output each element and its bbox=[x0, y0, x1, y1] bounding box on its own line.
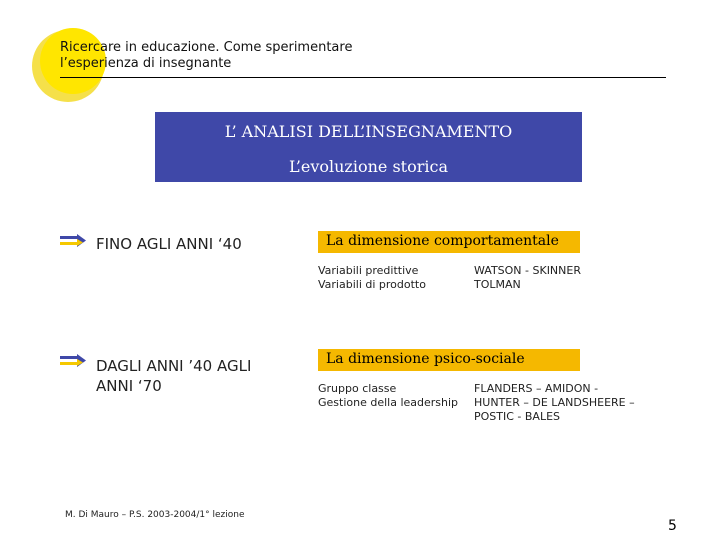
author-item: HUNTER – DE LANDSHEERE – bbox=[474, 396, 635, 409]
title-banner bbox=[155, 112, 582, 182]
banner-title: L’ ANALISI DELL’INSEGNAMENTO bbox=[224, 122, 513, 141]
header-title-line1: Ricercare in educazione. Come sperimentare bbox=[60, 40, 353, 55]
page-number: 5 bbox=[668, 518, 677, 534]
double-arrow-icon bbox=[60, 234, 86, 248]
header-title bbox=[60, 40, 352, 72]
double-arrow-icon bbox=[60, 354, 86, 368]
author-item: WATSON - SKINNER bbox=[474, 264, 581, 277]
variable-item: Variabili predittive bbox=[318, 264, 419, 277]
era-label-2-line1: DAGLI ANNI ’40 AGLI bbox=[96, 357, 252, 375]
author-item: FLANDERS – AMIDON - bbox=[474, 382, 599, 395]
header-divider bbox=[60, 77, 666, 78]
variable-item: Gestione della leadership bbox=[318, 396, 459, 409]
dimension-box-2 bbox=[318, 349, 580, 371]
era-label-1 bbox=[96, 234, 242, 254]
variable-item: Gruppo classe bbox=[318, 382, 397, 395]
footer-text: M. Di Mauro – P.S. 2003-2004/1° lezione bbox=[65, 510, 245, 520]
era-label-2 bbox=[96, 356, 251, 396]
authors-list-2 bbox=[474, 382, 635, 424]
variables-list-2 bbox=[318, 382, 458, 410]
author-item: TOLMAN bbox=[474, 278, 521, 291]
variables-list-1 bbox=[318, 264, 426, 292]
header-title-line2: l’esperienza di insegnante bbox=[60, 56, 232, 71]
dimension-label-2: La dimensione psico-sociale bbox=[326, 351, 525, 367]
variable-item: Variabili di prodotto bbox=[318, 278, 426, 291]
dimension-box-1 bbox=[318, 231, 580, 253]
authors-list-1 bbox=[474, 264, 581, 292]
author-item: POSTIC - BALES bbox=[474, 410, 561, 423]
era-label-1-line1: FINO AGLI ANNI ‘40 bbox=[96, 235, 242, 253]
banner-subtitle: L’evoluzione storica bbox=[288, 157, 448, 176]
era-label-2-line2: ANNI ‘70 bbox=[96, 377, 162, 395]
dimension-label-1: La dimensione comportamentale bbox=[326, 233, 559, 249]
